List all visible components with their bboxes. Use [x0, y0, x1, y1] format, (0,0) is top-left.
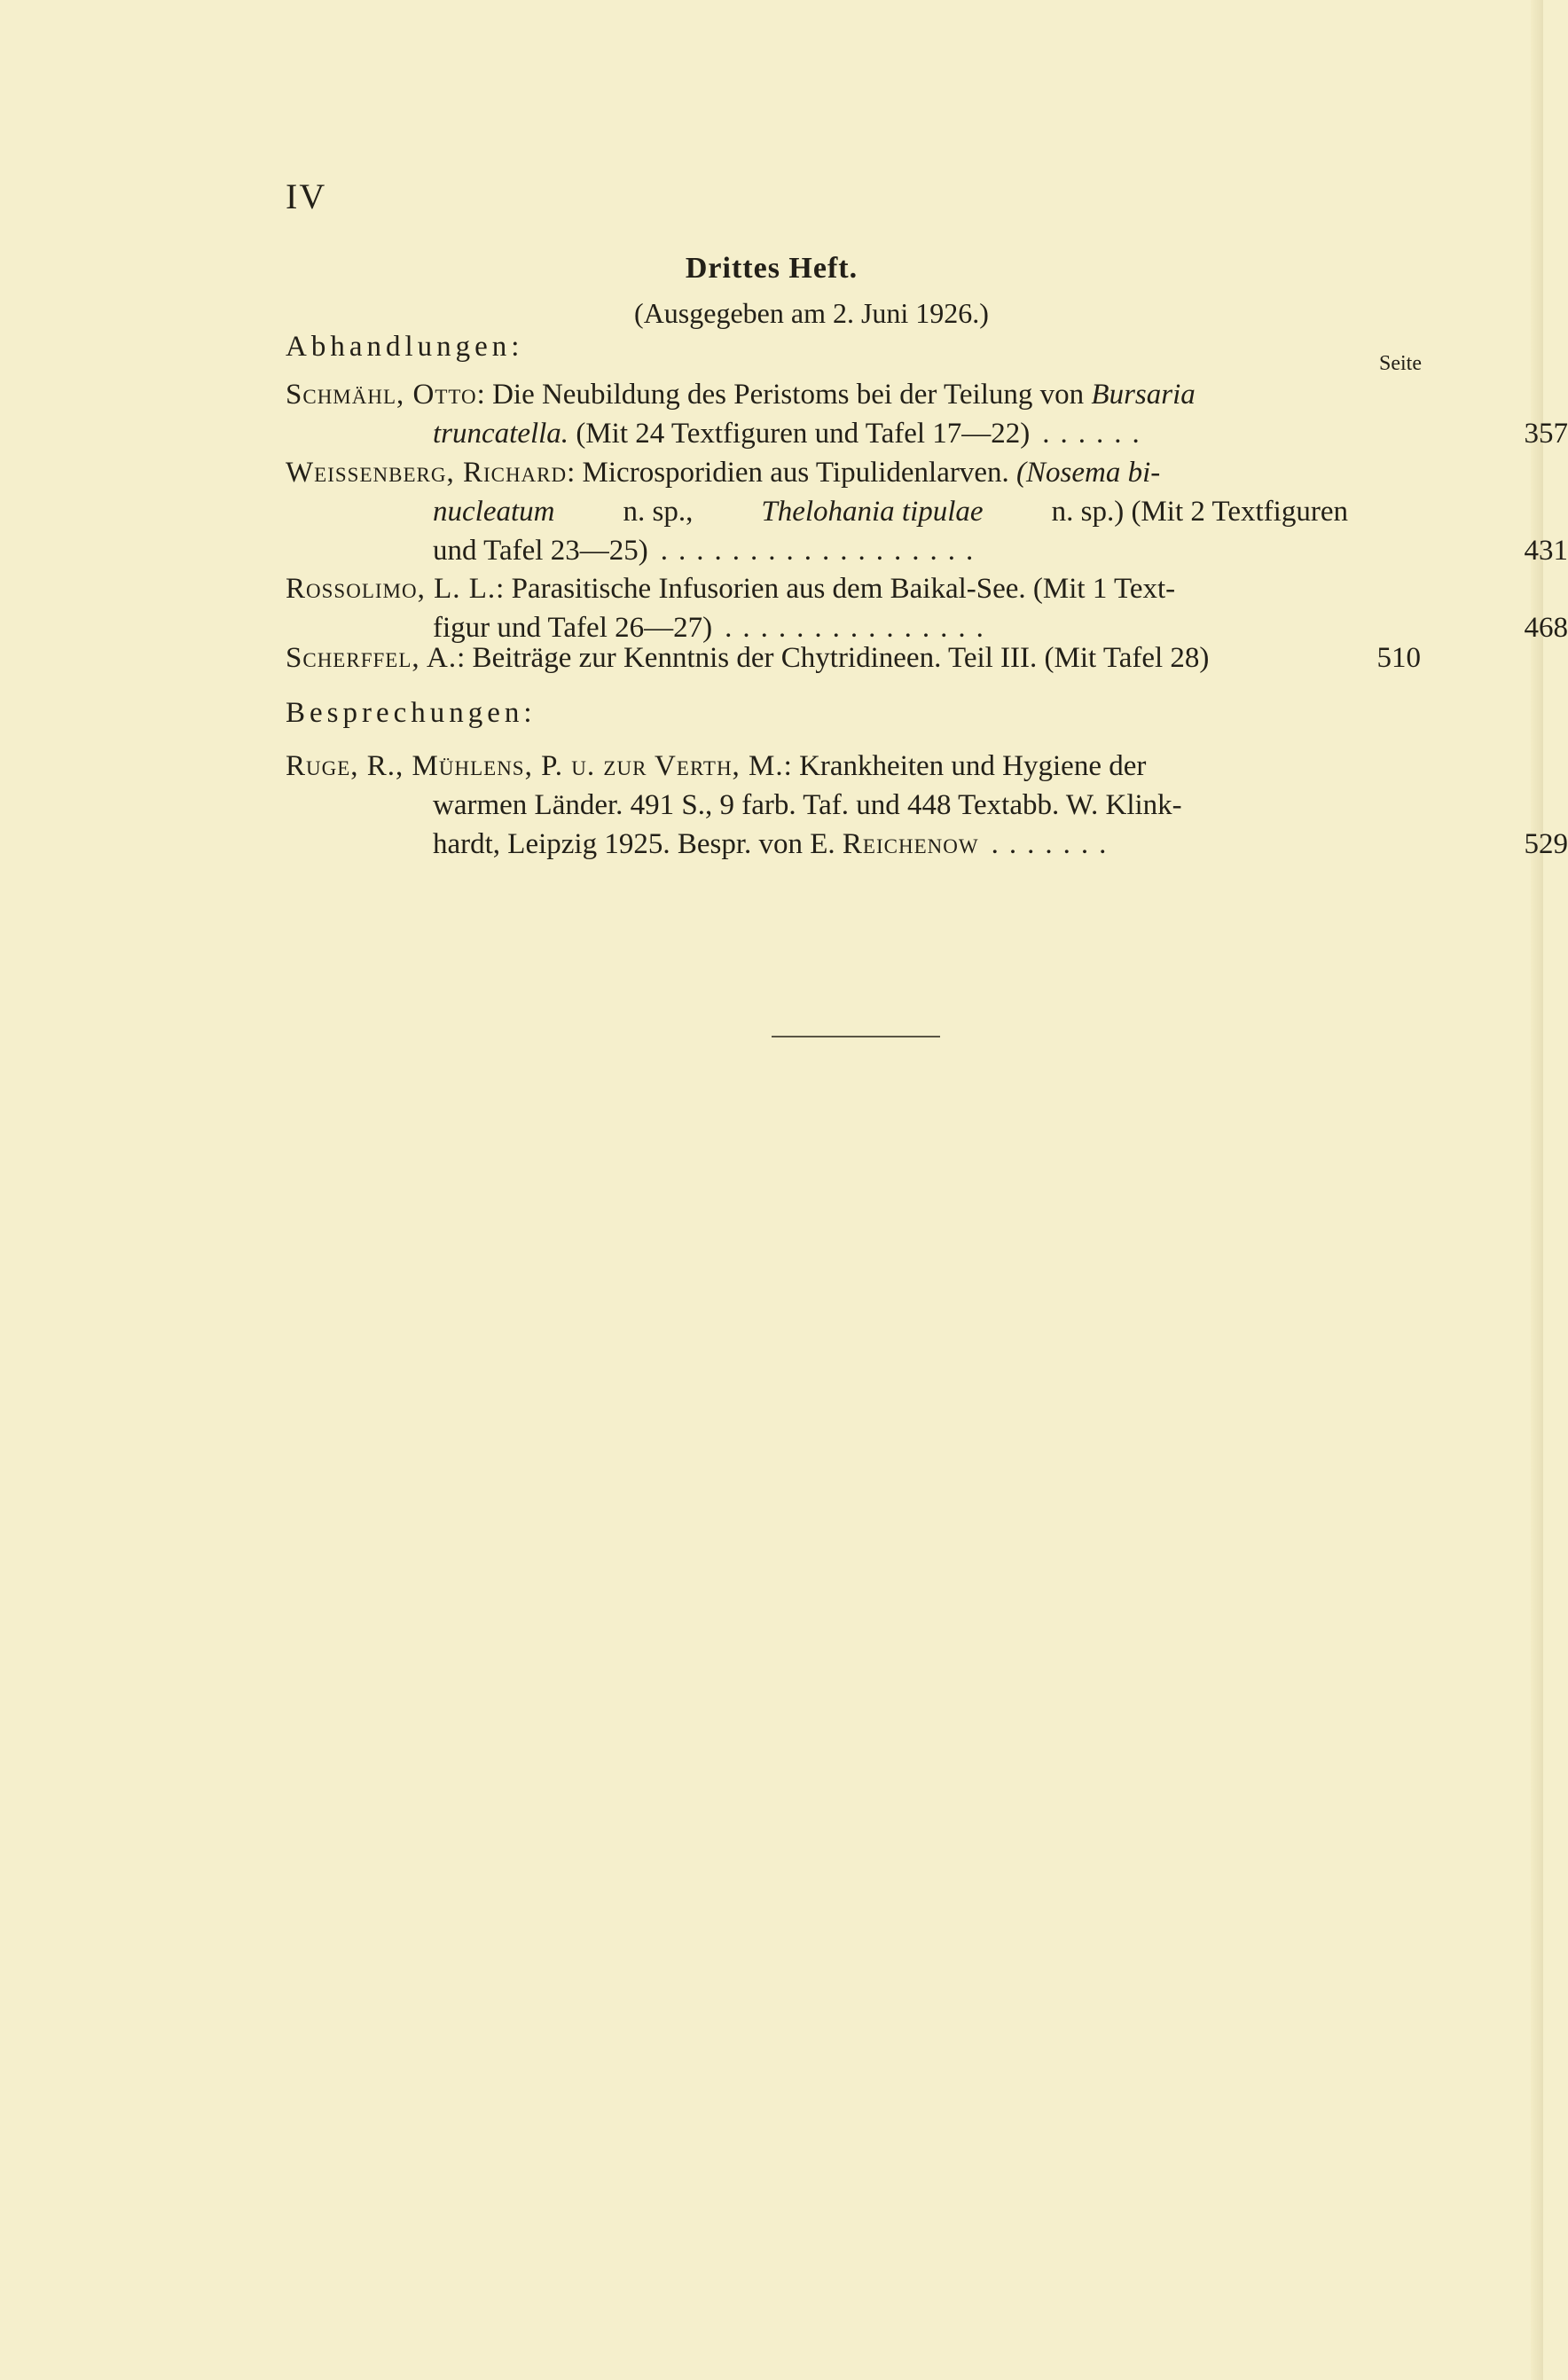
review-entry-ruge [286, 747, 1568, 864]
entry-title: n. sp., [623, 496, 694, 528]
entry-title: n. sp.) (Mit 2 Textfiguren [1051, 496, 1348, 528]
entry-title-italic: (Nosema bi- [1016, 457, 1161, 489]
entry-line [286, 375, 1348, 414]
entry-author: Ruge, R., Mühlens, P. u. zur Verth, M. [286, 750, 784, 782]
entry-title: figur und Tafel 26—27) [433, 612, 713, 644]
page-ref: 357 [1524, 418, 1568, 450]
abhandlungen-label: Abhandlungen: [286, 331, 524, 363]
page-number: IV [286, 176, 327, 216]
entry-title: : Die Neubildung des Peristoms bei der Teilung von [476, 379, 1085, 411]
page-edge [1531, 0, 1543, 2380]
entry-line [433, 492, 1348, 531]
page-ref: 468 [1524, 612, 1568, 644]
entry-line [286, 747, 1348, 786]
entry-title-italic: Bursaria [1091, 379, 1196, 411]
seite-label: Seite [1379, 352, 1422, 375]
entry-title-italic: Thelohania tipulae [761, 496, 984, 528]
entry-author: Scherffel, A. [286, 642, 458, 674]
entry-author: Schmähl, Otto [286, 379, 477, 411]
leader-dots: .................. [660, 535, 984, 567]
entry-reviewer: Reichenow [842, 828, 979, 860]
besprechungen-label: Besprechungen: [286, 697, 537, 729]
entry-title: : Krankheiten und Hygiene der [783, 750, 1147, 782]
leader-dots: ............... [725, 612, 994, 644]
toc-entry-schmaehl [286, 375, 1568, 453]
entry-title-italic: truncatella. [433, 418, 569, 450]
toc-entry-weissenberg [286, 453, 1568, 570]
entry-line [433, 531, 1568, 570]
heft-date: (Ausgegeben am 2. Juni 1926.) [634, 297, 989, 329]
toc-entry-rossolimo [286, 569, 1568, 647]
toc-entry-scherffel [286, 638, 1421, 677]
entry-title: : Beiträge zur Kenntnis der Chytridineen. Teil III. (Mit Tafel 28) [457, 642, 1210, 674]
entry-line [433, 786, 1421, 825]
entry-line [286, 638, 1421, 677]
entry-line [433, 414, 1568, 453]
entry-title-italic: nucleatum [433, 496, 555, 528]
entry-title: und Tafel 23—25) [433, 535, 648, 567]
entry-title: : Microsporidien aus Tipulidenlarven. [567, 457, 1009, 489]
entry-line [286, 453, 1348, 492]
page-ref: 529 [1524, 828, 1568, 860]
page-ref: 510 [1376, 642, 1421, 674]
leader-dots: ...... [1042, 418, 1150, 450]
entry-line [433, 825, 1568, 864]
entry-author: Weissenberg, Richard [286, 457, 568, 489]
entry-title: (Mit 24 Textfiguren und Tafel 17—22) [576, 418, 1031, 450]
page-ref: 431 [1524, 535, 1568, 567]
entry-title: : Parasitische Infusorien aus dem Baikal-See. (Mit 1 Text- [496, 573, 1176, 605]
entry-title: warmen Länder. 491 S., 9 farb. Taf. und 448 Textabb. W. Klink- [433, 789, 1182, 821]
end-rule [772, 1036, 940, 1037]
entry-title: hardt, Leipzig 1925. Bespr. von E. [433, 828, 835, 860]
leader-dots: ....... [991, 828, 1117, 860]
entry-line [286, 569, 1348, 608]
entry-author: Rossolimo, L. L. [286, 573, 497, 605]
heft-title: Drittes Heft. [685, 252, 858, 285]
